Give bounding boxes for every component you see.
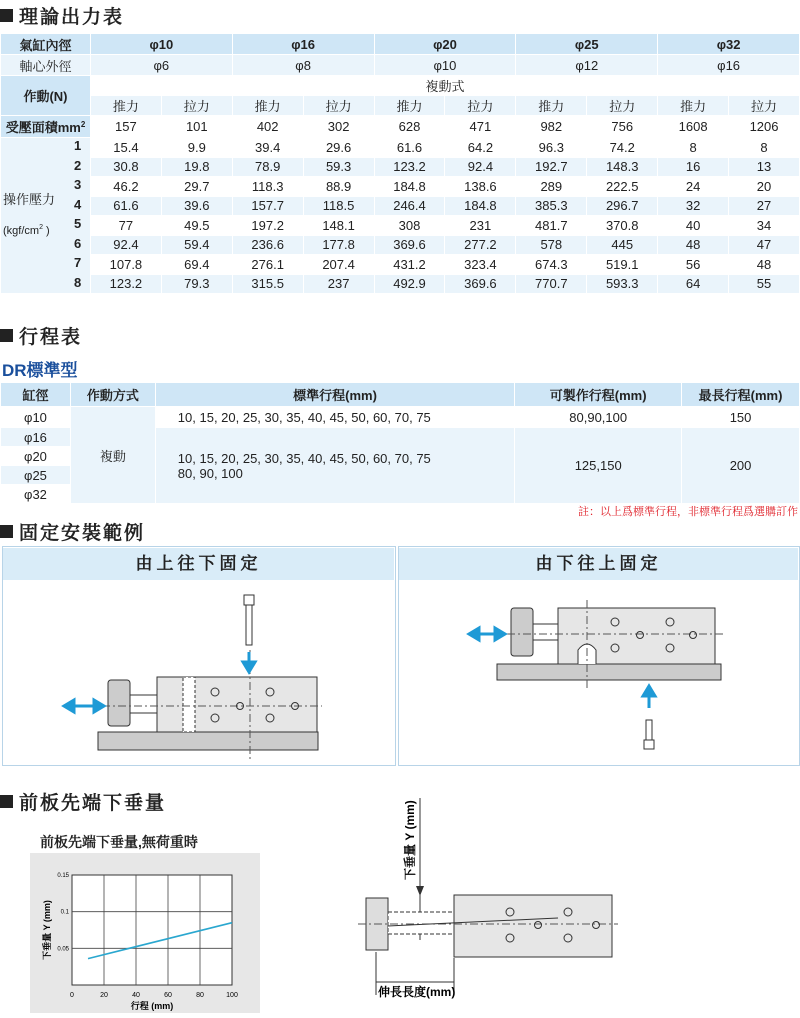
pressure-value: 1 [74, 138, 82, 153]
section-title-mount: 固定安裝範例 [0, 518, 145, 545]
force-cell: 118.3 [232, 177, 303, 197]
section-title-deflection: 前板先端下垂量 [0, 788, 166, 815]
push-header: 推力 [90, 96, 161, 116]
action-type: 複動式 [90, 76, 799, 96]
force-cell: 8 [658, 138, 729, 158]
force-cell: 246.4 [374, 196, 445, 216]
force-cell: 29.7 [161, 177, 232, 197]
end-plate [511, 608, 533, 656]
stroke-header-bore: 缸徑 [1, 383, 71, 407]
force-cell: 315.5 [232, 274, 303, 294]
rod-header: φ6 [90, 55, 232, 76]
force-cell: 222.5 [587, 177, 658, 197]
pressure-value: 5 [74, 216, 82, 231]
stroke-header-max: 最長行程(mm) [682, 383, 800, 407]
force-cell: 78.9 [232, 157, 303, 177]
force-cell: 123.2 [90, 274, 161, 294]
force-cell: 96.3 [516, 138, 587, 158]
bore-header: φ20 [374, 34, 516, 55]
pressure-value: 4 [74, 197, 82, 212]
force-cell: 30.8 [90, 157, 161, 177]
area-cell: 1608 [658, 116, 729, 138]
y-tick-label: 0.05 [57, 946, 69, 953]
force-cell: 64.2 [445, 138, 516, 158]
stroke-bore-cell: φ25 [1, 466, 71, 485]
force-cell: 289 [516, 177, 587, 197]
stroke-table [0, 382, 800, 504]
area-cell: 982 [516, 116, 587, 138]
rod-header: φ8 [232, 55, 374, 76]
pressure-label: 操作壓力 ($kgf/cm^2$ ) [1, 138, 91, 294]
plot-area [72, 875, 232, 985]
y-axis-label: 下垂量 Y (mm) [42, 900, 52, 960]
area-cell: 302 [303, 116, 374, 138]
piston-rod [130, 695, 158, 713]
double-arrow-icon [469, 628, 505, 640]
force-cell: 48 [729, 255, 800, 275]
stroke-standard-cell: 10, 15, 20, 25, 30, 35, 40, 45, 50, 60, 70, 75 [155, 407, 514, 428]
force-cell: 445 [587, 235, 658, 255]
force-cell: 13 [729, 157, 800, 177]
mount-top-drawing [60, 590, 330, 760]
bore-header: φ16 [232, 34, 374, 55]
chart-title: 前板先端下垂量,無荷重時 [40, 834, 198, 850]
rod-header: φ12 [516, 55, 658, 76]
area-cell: 402 [232, 116, 303, 138]
force-cell: 197.2 [232, 216, 303, 236]
x-tick-label: 0 [70, 992, 74, 999]
mount-bottom-drawing [465, 590, 735, 760]
force-cell: 79.3 [161, 274, 232, 294]
square-bullet-icon [0, 525, 13, 538]
rod-label: 軸心外徑 [1, 55, 91, 76]
stroke-action-cell: 複動 [70, 407, 155, 504]
square-bullet-icon [0, 795, 13, 808]
mount-title-bottom: 由下往上固定 [399, 548, 798, 580]
force-cell: 123.2 [374, 157, 445, 177]
stroke-bore-cell: φ32 [1, 485, 71, 504]
force-cell: 59.3 [303, 157, 374, 177]
stroke-bore-cell: φ20 [1, 447, 71, 466]
pull-header: 拉力 [445, 96, 516, 116]
force-cell: 34 [729, 216, 800, 236]
force-cell: 369.6 [374, 235, 445, 255]
base-plate [98, 732, 318, 750]
pressure-value: 8 [74, 275, 82, 290]
end-plate [108, 680, 130, 726]
force-cell: 138.6 [445, 177, 516, 197]
stroke-note: 註：以上爲標準行程，非標準行程爲選購訂作 [578, 506, 798, 518]
cylinder-body [454, 895, 612, 957]
area-cell: 101 [161, 116, 232, 138]
extension-label: 伸長長度(mm) [378, 985, 456, 999]
x-axis-label: 行程 (mm) [130, 1001, 174, 1011]
force-cell: 519.1 [587, 255, 658, 275]
down-arrow-icon [243, 652, 255, 672]
force-cell: 770.7 [516, 274, 587, 294]
force-cell: 207.4 [303, 255, 374, 275]
deflection-chart [30, 853, 260, 1013]
force-cell: 24 [658, 177, 729, 197]
section-title-stroke: 行程表 [0, 322, 82, 349]
force-cell: 674.3 [516, 255, 587, 275]
stroke-header-standard: 標準行程(mm) [155, 383, 514, 407]
x-tick-label: 40 [132, 992, 140, 999]
force-cell: 481.7 [516, 216, 587, 236]
pressure-value: 7 [74, 255, 82, 270]
pressure-value: 6 [74, 236, 82, 251]
force-cell: 88.9 [303, 177, 374, 197]
force-cell: 593.3 [587, 274, 658, 294]
force-cell: 296.7 [587, 196, 658, 216]
force-cell: 15.4 [90, 138, 161, 158]
bolt-shaft [646, 720, 652, 740]
force-cell: 9.9 [161, 138, 232, 158]
push-header: 推力 [516, 96, 587, 116]
x-tick-label: 60 [164, 992, 172, 999]
force-cell: 184.8 [445, 196, 516, 216]
stroke-max-cell: 150 [682, 407, 800, 428]
force-cell: 578 [516, 235, 587, 255]
square-bullet-icon [0, 329, 13, 342]
stroke-standard-cell: 10, 15, 20, 25, 30, 35, 40, 45, 50, 60, 70, 75 80, 90, 100 [155, 428, 514, 504]
y-tick-label: 0.15 [57, 873, 69, 879]
rod-header: φ10 [374, 55, 516, 76]
force-cell: 74.2 [587, 138, 658, 158]
force-table [0, 33, 800, 294]
force-cell: 47 [729, 235, 800, 255]
bolt-head-icon [244, 595, 254, 605]
force-cell: 61.6 [374, 138, 445, 158]
section-title-force: 理論出力表 [0, 2, 124, 29]
force-cell: 64 [658, 274, 729, 294]
piston-rod [533, 624, 559, 640]
force-cell: 369.6 [445, 274, 516, 294]
x-tick-label: 80 [196, 992, 204, 999]
area-cell: 1206 [729, 116, 800, 138]
pull-header: 拉力 [161, 96, 232, 116]
bore-header: φ10 [90, 34, 232, 55]
stroke-max-cell: 200 [682, 428, 800, 504]
force-cell: 69.4 [161, 255, 232, 275]
area-cell: 157 [90, 116, 161, 138]
force-cell: 77 [90, 216, 161, 236]
square-bullet-icon [0, 9, 13, 22]
force-cell: 46.2 [90, 177, 161, 197]
force-cell: 49.5 [161, 216, 232, 236]
force-cell: 40 [658, 216, 729, 236]
area-label: 受壓面積$mm^2$ [1, 116, 91, 138]
pull-header: 拉力 [587, 96, 658, 116]
force-cell: 29.6 [303, 138, 374, 158]
force-cell: 237 [303, 274, 374, 294]
bolt-shaft [246, 605, 252, 645]
force-cell: 118.5 [303, 196, 374, 216]
y-tick-label: 0.1 [60, 909, 69, 916]
push-header: 推力 [658, 96, 729, 116]
push-header: 推力 [232, 96, 303, 116]
force-cell: 39.4 [232, 138, 303, 158]
deflection-y-label: 下垂量 Y (mm) [403, 800, 417, 880]
force-cell: 8 [729, 138, 800, 158]
force-cell: 431.2 [374, 255, 445, 275]
force-cell: 92.4 [90, 235, 161, 255]
up-arrow-icon [643, 686, 655, 708]
force-cell: 92.4 [445, 157, 516, 177]
x-tick-label: 20 [100, 992, 108, 999]
force-cell: 56 [658, 255, 729, 275]
bore-label: 氣缸內徑 [1, 34, 91, 55]
area-cell: 756 [587, 116, 658, 138]
force-cell: 32 [658, 196, 729, 216]
force-cell: 148.3 [587, 157, 658, 177]
force-cell: 39.6 [161, 196, 232, 216]
double-arrow-icon [64, 700, 104, 712]
pressure-value: 3 [74, 177, 82, 192]
force-cell: 148.1 [303, 216, 374, 236]
stroke-makeable-cell: 80,90,100 [515, 407, 682, 428]
force-cell: 19.8 [161, 157, 232, 177]
force-cell: 308 [374, 216, 445, 236]
force-cell: 107.8 [90, 255, 161, 275]
area-cell: 471 [445, 116, 516, 138]
model-subtitle: DR標準型 [2, 361, 78, 380]
force-cell: 370.8 [587, 216, 658, 236]
pressure-value: 2 [74, 158, 82, 173]
bolt-hole [183, 677, 195, 732]
area-cell: 628 [374, 116, 445, 138]
force-cell: 27 [729, 196, 800, 216]
force-cell: 61.6 [90, 196, 161, 216]
pull-header: 拉力 [729, 96, 800, 116]
bore-header: φ25 [516, 34, 658, 55]
force-cell: 16 [658, 157, 729, 177]
stroke-header-makeable: 可製作行程(mm) [515, 383, 682, 407]
force-cell: 48 [658, 235, 729, 255]
force-cell: 20 [729, 177, 800, 197]
force-cell: 192.7 [516, 157, 587, 177]
pull-header: 拉力 [303, 96, 374, 116]
stroke-bore-cell: φ10 [1, 407, 71, 428]
action-label: 作動(N) [1, 76, 91, 116]
force-cell: 177.8 [303, 235, 374, 255]
force-cell: 236.6 [232, 235, 303, 255]
force-cell: 55 [729, 274, 800, 294]
force-cell: 59.4 [161, 235, 232, 255]
push-header: 推力 [374, 96, 445, 116]
force-cell: 231 [445, 216, 516, 236]
force-cell: 157.7 [232, 196, 303, 216]
rod-header: φ16 [658, 55, 800, 76]
base-plate [497, 664, 721, 680]
bore-header: φ32 [658, 34, 800, 55]
mount-title-top: 由上往下固定 [3, 548, 394, 580]
force-cell: 492.9 [374, 274, 445, 294]
deflection-drawing [348, 790, 628, 1010]
force-cell: 276.1 [232, 255, 303, 275]
force-cell: 184.8 [374, 177, 445, 197]
force-cell: 323.4 [445, 255, 516, 275]
stroke-header-action: 作動方式 [70, 383, 155, 407]
force-cell: 385.3 [516, 196, 587, 216]
x-tick-label: 100 [226, 992, 238, 999]
bolt-head-icon [644, 740, 654, 749]
stroke-bore-cell: φ16 [1, 428, 71, 447]
stroke-makeable-cell: 125,150 [515, 428, 682, 504]
arrow-icon [416, 886, 424, 896]
force-cell: 277.2 [445, 235, 516, 255]
